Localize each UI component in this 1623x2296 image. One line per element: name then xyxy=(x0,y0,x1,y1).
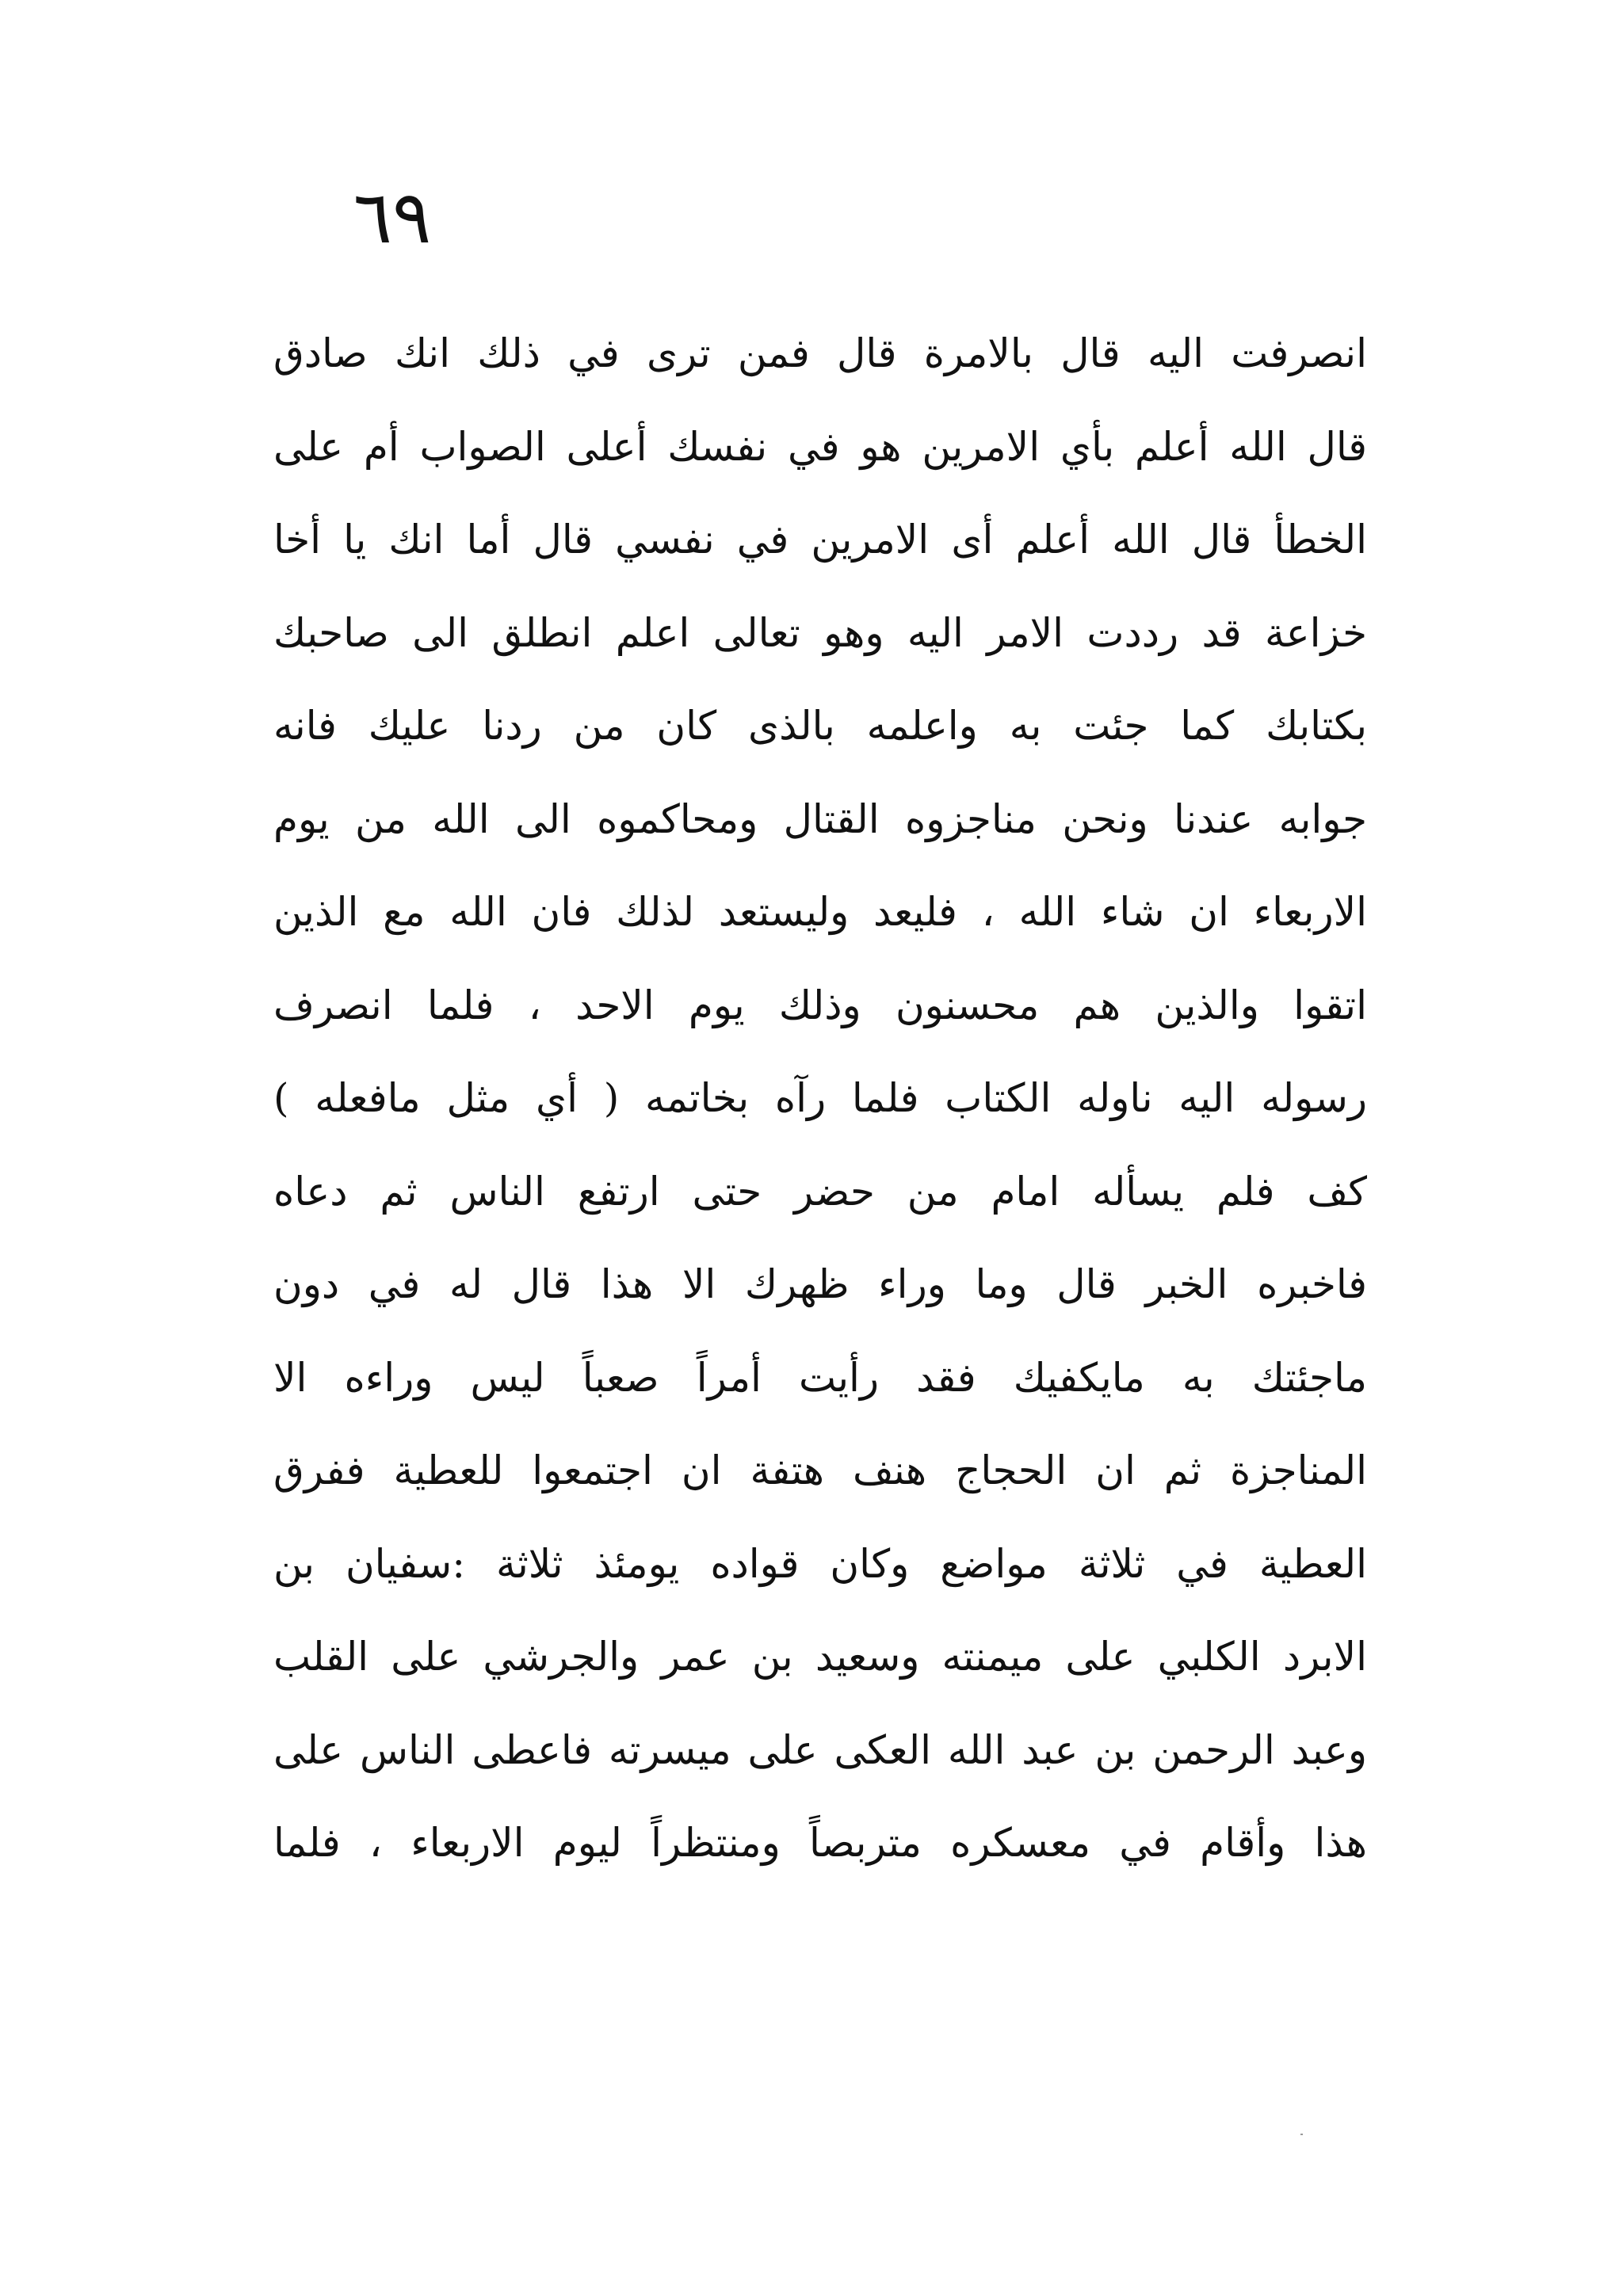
text-line-4: خزاعة قد رددت الامر اليه وهو تعالى اعلم انطلق الى صاحبك xyxy=(273,609,1367,656)
text-line-6: جوابه عندنا ونحن مناجزوه القتال ومحاكموه الى الله من يوم xyxy=(273,795,1367,842)
text-line-11: فاخبره الخبر قال وما وراء ظهرك الا هذا قال له في دون xyxy=(273,1261,1367,1307)
scan-speck xyxy=(1300,2134,1303,2135)
text-line-16: وعبد الرحمن بن عبد الله العكى على ميسرته فاعطى الناس على xyxy=(273,1726,1367,1773)
text-line-17: هذا وأقام في معسكره متربصاً ومنتظراً ليوم الاربعاء ، فلما xyxy=(273,1820,1367,1866)
text-line-15: الابرد الكلبي على ميمنته وسعيد بن عمر والجرشي على القلب xyxy=(273,1634,1367,1680)
page-number: ٦٩ xyxy=(353,175,432,260)
text-line-8: اتقوا والذين هم محسنون وذلك يوم الاحد ، فلما انصرف xyxy=(273,982,1367,1028)
arabic-text-body xyxy=(273,307,1367,1890)
text-line-9: رسوله اليه ناوله الكتاب فلما رآه بخاتمه ( أي مثل مافعله ) xyxy=(273,1075,1367,1121)
text-line-3: الخطأ قال الله أعلم أى الامرين في نفسي قال أما انك يا أخا xyxy=(273,517,1367,563)
text-line-2: قال الله أعلم بأي الامرين هو في نفسك أعلى الصواب أم على xyxy=(273,423,1367,470)
text-line-14: العطية في ثلاثة مواضع وكان قواده يومئذ ثلاثة :سفيان بن xyxy=(273,1540,1367,1587)
text-line-10: كف فلم يسأله امام من حضر حتى ارتفع الناس ثم دعاه xyxy=(273,1168,1367,1215)
text-line-13: المناجزة ثم ان الحجاج هنف هتفة ان اجتمعوا للعطية ففرق xyxy=(273,1447,1367,1493)
text-line-5: بكتابك كما جئت به واعلمه بالذى كان من ردنا عليك فانه xyxy=(273,703,1367,749)
text-line-1: انصرفت اليه قال بالامرة قال فمن ترى في ذلك انك صادق xyxy=(273,330,1367,376)
text-line-12: ماجئتك به مايكفيك فقد رأيت أمراً صعباً ليس وراءه الا xyxy=(273,1354,1367,1401)
text-line-7: الاربعاء ان شاء الله ، فليعد وليستعد لذلك فان الله مع الذين xyxy=(273,889,1367,935)
